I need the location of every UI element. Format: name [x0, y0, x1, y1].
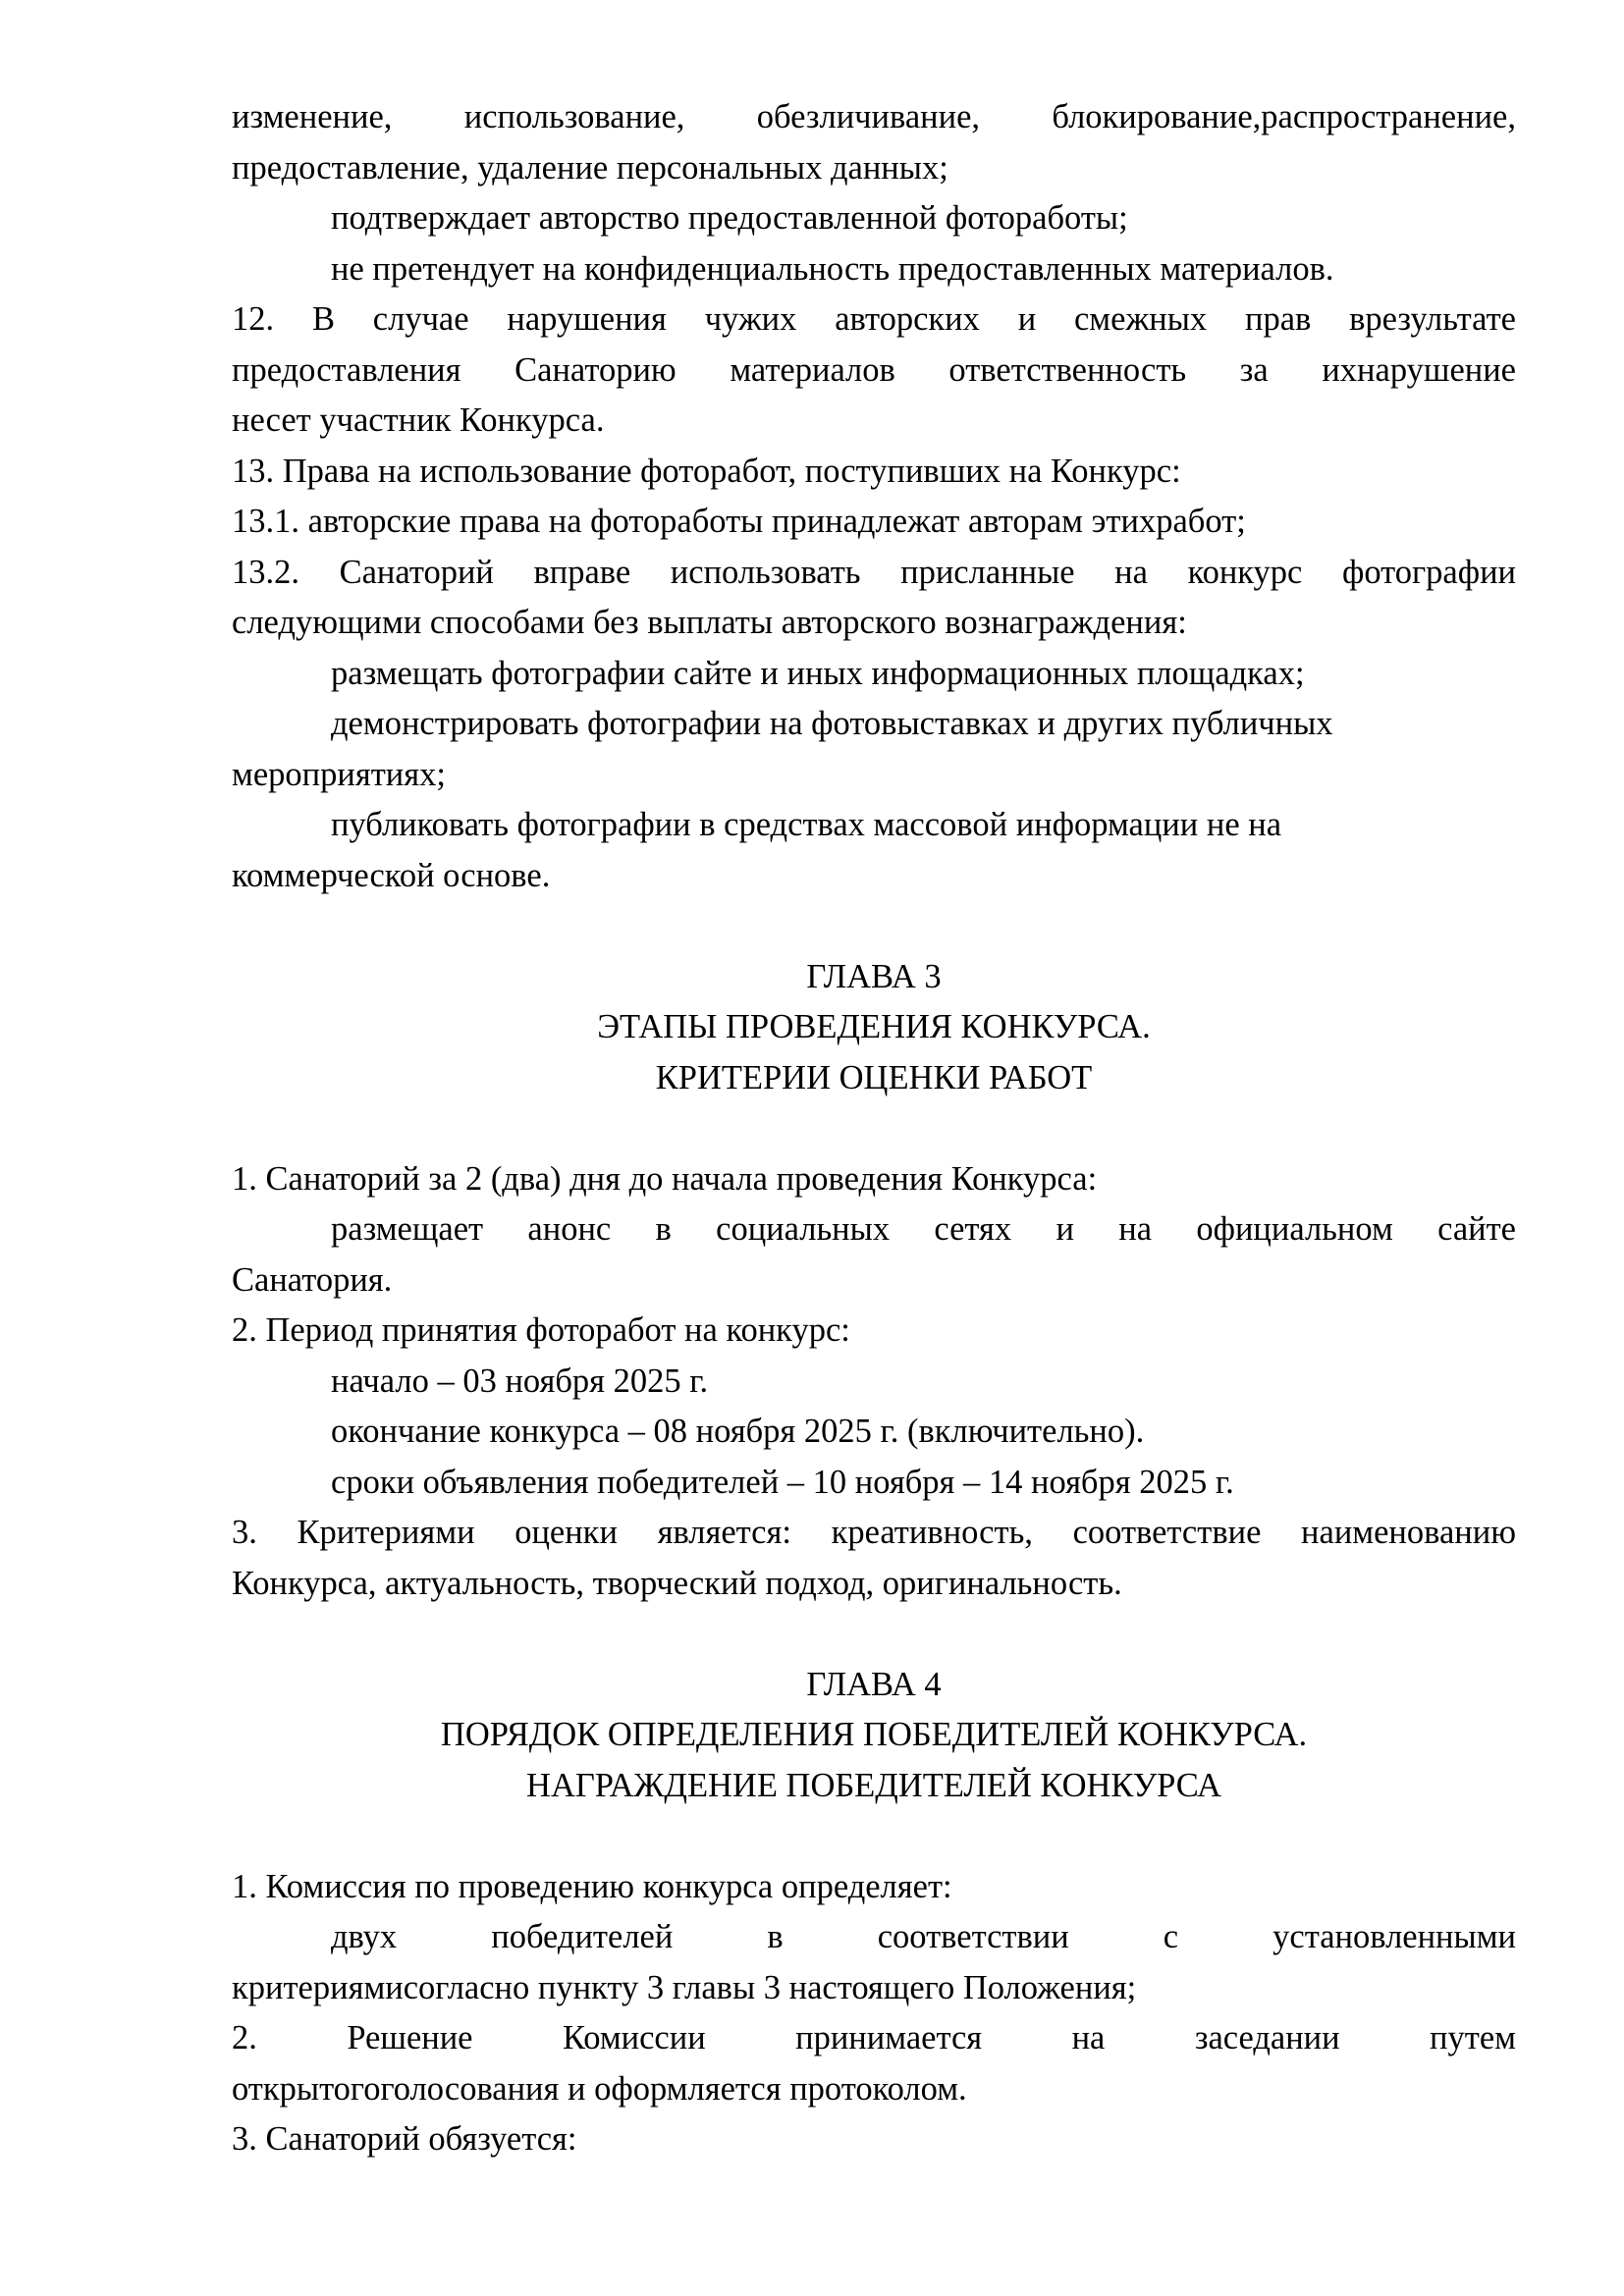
item-detail-cont: Санатория.	[232, 1260, 393, 1299]
spacer	[232, 1103, 1516, 1154]
consent-paragraph	[232, 92, 1516, 193]
spacer	[232, 1811, 1516, 1862]
usage-item: публиковать фотографии в средствах массовой информации не на	[331, 806, 1282, 843]
ch3-item-2	[232, 1306, 1516, 1508]
item-13-1: 13.1. авторские права на фотоработы принадлежат авторам этихработ;	[232, 503, 1246, 540]
usage-item: демонстрировать фотографии на фотовыставках и других публичных	[331, 705, 1333, 742]
text-line: предоставления Санаторию материалов ответственность за ихнарушение	[232, 350, 1516, 389]
item-title: 2. Период принятия фоторабот на конкурс:	[232, 1311, 850, 1349]
text-line: 12. В случае нарушения чужих авторских и смежных прав врезультате	[232, 300, 1516, 338]
chapter-title: КРИТЕРИИ ОЦЕНКИ РАБОТ	[655, 1058, 1093, 1096]
ch3-item-1	[232, 1154, 1516, 1307]
document-page	[232, 92, 1516, 2165]
chapter-title: ЭТАПЫ ПРОВЕДЕНИЯ КОНКУРСА.	[597, 1008, 1151, 1045]
item-13-2-line: 13.2. Санаторий вправе использовать присланные на конкурс фотографии	[232, 553, 1516, 591]
usage-item-cont: коммерческой основе.	[232, 856, 551, 894]
chapter-3-heading	[232, 952, 1516, 1104]
chapter-4-heading	[232, 1660, 1516, 1812]
ch3-item-3	[232, 1508, 1516, 1609]
ch4-item-1	[232, 1862, 1516, 2014]
usage-item: размещать фотографии сайте и иных информационных площадках;	[331, 654, 1305, 692]
item-detail: двух победителей в соответствии с установленными	[331, 1918, 1516, 1955]
item-title: 1. Комиссия по проведению конкурса определяет:	[232, 1867, 952, 1905]
item-13-title: 13. Права на использование фоторабот, поступивших на Конкурс:	[232, 452, 1181, 490]
item-title: 1. Санаторий за 2 (два) дня до начала проведения Конкурса:	[232, 1159, 1098, 1198]
bullet-line: не претендует на конфиденциальность предоставленных материалов.	[331, 249, 1334, 288]
date-start: начало – 03 ноября 2025 г.	[331, 1362, 709, 1400]
chapter-title: ПОРЯДОК ОПРЕДЕЛЕНИЯ ПОБЕДИТЕЛЕЙ КОНКУРСА.	[440, 1716, 1308, 1753]
chapter-number: ГЛАВА 4	[806, 1665, 942, 1703]
item-detail: размещает анонс в социальных сетях и на официальном сайте	[331, 1210, 1516, 1248]
spacer	[232, 1609, 1516, 1660]
date-end: окончание конкурса – 08 ноября 2025 г. (включительно).	[331, 1413, 1145, 1450]
consent-bullets	[232, 193, 1516, 294]
ch4-item-3	[232, 2114, 1516, 2165]
text-line: 3. Критериями оценки является: креативность, соответствие наименованию	[232, 1514, 1516, 1551]
chapter-number: ГЛАВА 3	[806, 957, 942, 995]
item-12	[232, 294, 1516, 447]
text-line: 2. Решение Комиссии принимается на заседании путем	[232, 2019, 1516, 2056]
item-title: 3. Санаторий обязуется:	[232, 2120, 577, 2158]
text-line: изменение, использование, обезличивание, блокирование,распространение,	[232, 98, 1516, 135]
text-line: предоставление, удаление персональных данных;	[232, 148, 948, 187]
date-winners: сроки объявления победителей – 10 ноября – 14 ноября 2025 г.	[331, 1463, 1234, 1501]
text-line: Конкурса, актуальность, творческий подход, оригинальность.	[232, 1564, 1122, 1602]
chapter-title: НАГРАЖДЕНИЕ ПОБЕДИТЕЛЕЙ КОНКУРСА	[526, 1766, 1221, 1804]
text-line: открытогоголосования и оформляется протоколом.	[232, 2069, 967, 2108]
item-13	[232, 447, 1516, 902]
item-13-2-line: следующими способами без выплаты авторского вознаграждения:	[232, 604, 1187, 641]
spacer	[232, 901, 1516, 952]
text-line: несет участник Конкурса.	[232, 401, 605, 439]
usage-item-cont: мероприятиях;	[232, 755, 446, 793]
bullet-line: подтверждает авторство предоставленной фотоработы;	[331, 199, 1128, 237]
ch4-item-2	[232, 2013, 1516, 2114]
item-detail-cont: критериямисогласно пункту 3 главы 3 настоящего Положения;	[232, 1968, 1137, 2006]
